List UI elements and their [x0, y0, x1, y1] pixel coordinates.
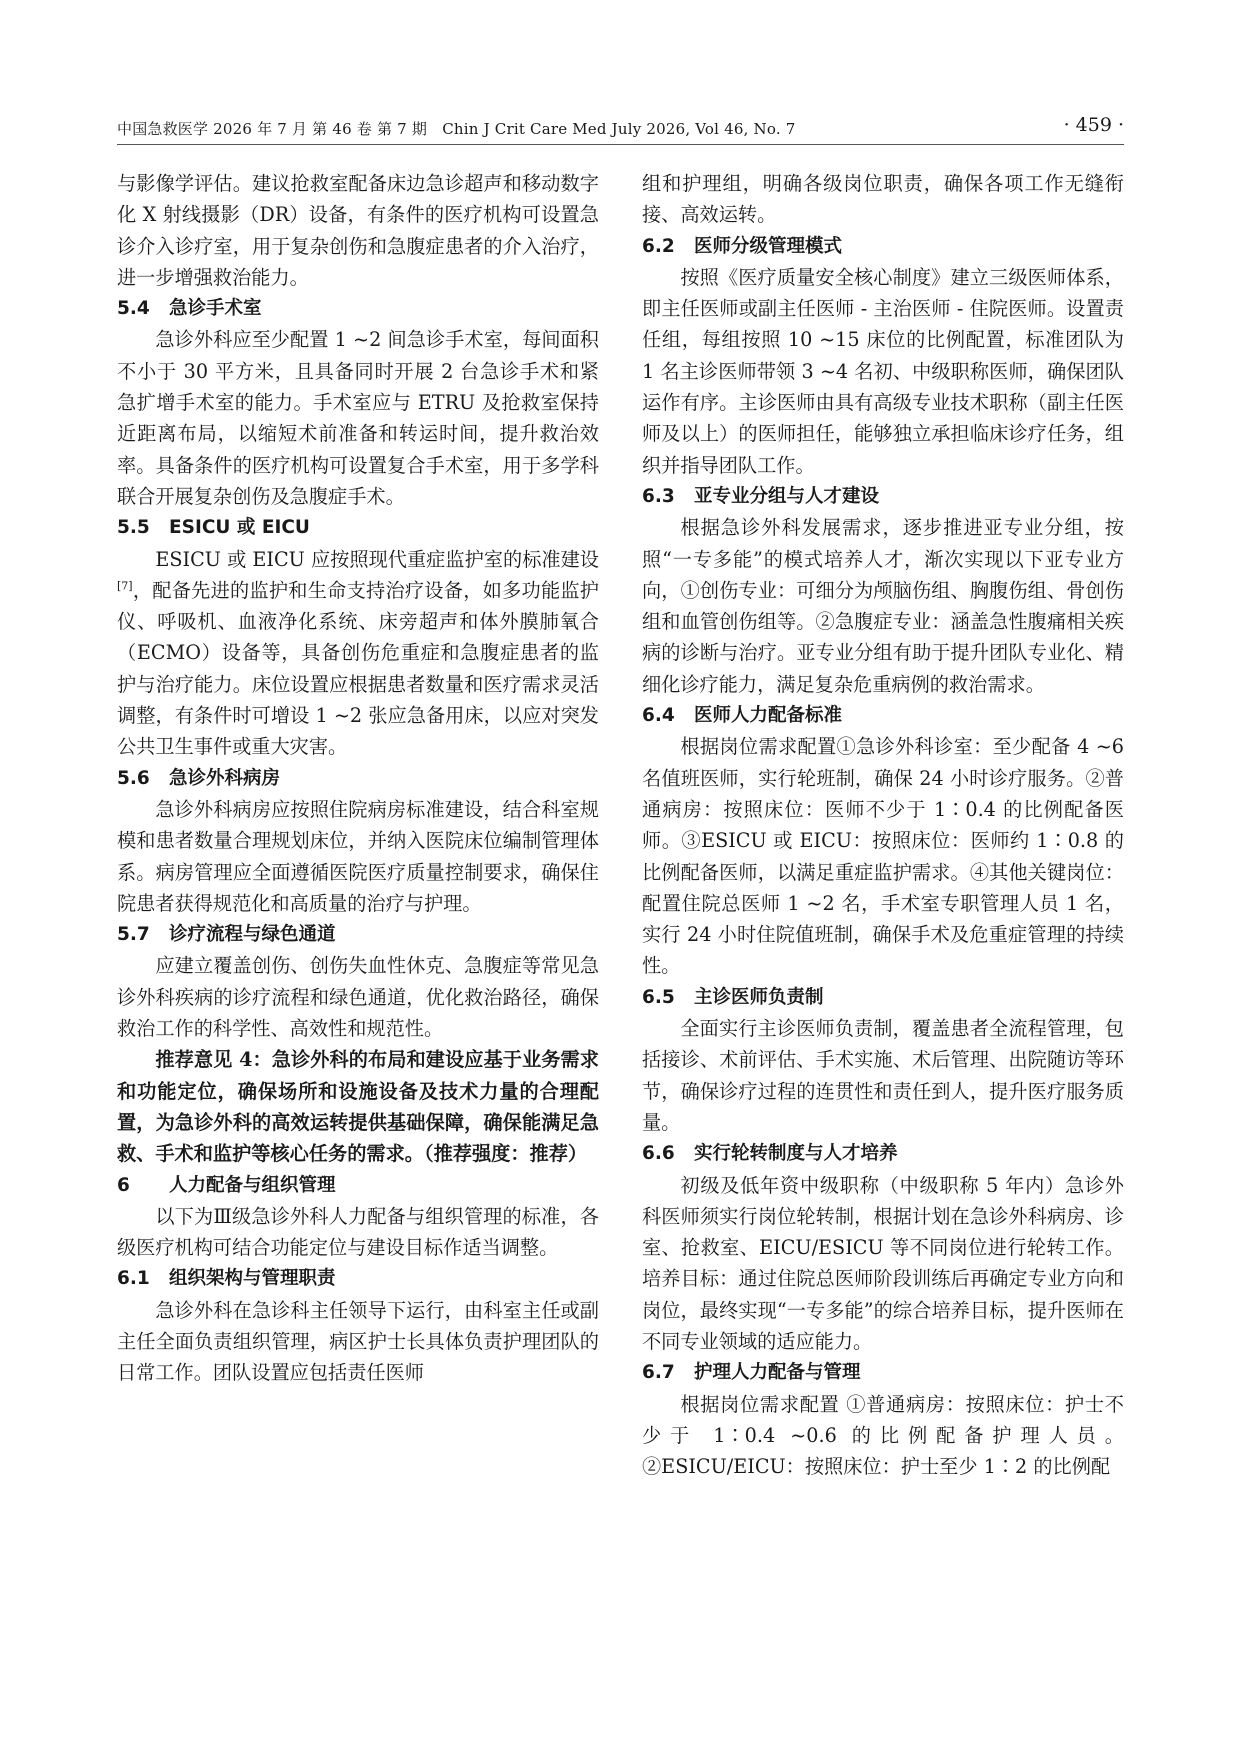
section-heading-6-7: 6.7 护理人力配备与管理 [642, 1362, 861, 1384]
section-heading-6-3: 6.3 亚专业分组与人才建设 [642, 485, 880, 507]
paragraph: 应建立覆盖创伤、创伤失血性休克、急腹症等常见急诊外科疾病的诊疗流程和绿色通道，优化救治路径，确保救治工作的科学性、高效性和规范性。 [117, 954, 599, 1041]
paragraph: 全面实行主诊医师负责制，覆盖患者全流程管理，包括接诊、术前评估、手术实施、术后管理、出院随访等环节，确保诊疗过程的连贯性和责任到人，提升医疗服务质量。 [642, 1017, 1124, 1134]
running-header [117, 114, 1124, 145]
paragraph: 根据岗位需求配置①急诊外科诊室：至少配备 4 ~6 名值班医师，实行轮班制，确保 24 小时诊疗服务。②普通病房：按照床位：医师不少于 1∶0.4 的比例配备医师。③ESICU 或 EICU：按照床位：医师约 1∶0.8 的比例配备医师，以满足重症监护需求。④其他关键岗位：配置住院总医师 1 ~2 名，手术室专职管理人员 1 名，实行 24 小时住院值班制，确保手术及危重症管理的持续性。 [642, 735, 1124, 978]
section-heading-5-5: 5.5 ESICU 或 EICU [117, 517, 310, 539]
section-heading-6-5: 6.5 主诊医师负责制 [642, 986, 824, 1008]
paragraph: ESICU 或 EICU 应按照现代重症监护室的标准建设[7]，配备先进的监护和生命支持治疗设备，如多功能监护仪、呼吸机、血液净化系统、床旁超声和体外膜肺氧合（ECMO）设备等，具备创伤危重症和急腹症患者的监护与治疗能力。床位设置应根据患者数量和医疗需求灵活调整，有条件时可增设 1 ~2 张应急备用床，以应对突发公共卫生事件或重大灾害。 [117, 547, 599, 759]
paragraph: 根据岗位需求配置 ①普通病房：按照床位：护士不少于 1∶0.4 ~0.6 的比例配备护理人员。②ESICU/EICU：按照床位：护士至少 1∶2 的比例配 [642, 1392, 1124, 1479]
section-heading-6-6: 6.6 实行轮转制度与人才培养 [642, 1143, 898, 1165]
section-heading-6-2: 6.2 医师分级管理模式 [642, 235, 843, 257]
recommendation-4: 推荐意见 4：急诊外科的布局和建设应基于业务需求和功能定位，确保场所和设施设备及技术力量的合理配置，为急诊外科的高效运转提供基础保障，确保能满足急救、手术和监护等核心任务的需求。（推荐强度：推荐） [117, 1048, 599, 1166]
section-heading-5-6: 5.6 急诊外科病房 [117, 767, 281, 789]
paragraph: 急诊外科在急诊科主任领导下运行，由科室主任或副主任全面负责组织管理，病区护士长具体负责护理团队的日常工作。团队设置应包括责任医师 [117, 1298, 599, 1385]
paragraph: 根据急诊外科发展需求，逐步推进亚专业分组，按照“一专多能”的模式培养人才，渐次实现以下亚专业方向，①创伤专业：可细分为颅脑伤组、胸腹伤组、骨创伤组和血管创伤组等。②急腹症专业：涵盖急性腹痛相关疾病的诊断与治疗。亚专业分组有助于提升团队专业化、精细化诊疗能力，满足复杂危重病例的救治需求。 [642, 516, 1124, 696]
paragraph: 组和护理组，明确各级岗位职责，确保各项工作无缝衔接、高效运转。 [642, 172, 1124, 227]
paragraph: 急诊外科应至少配置 1 ~2 间急诊手术室，每间面积不小于 30 平方米，且具备同时开展 2 台急诊手术和紧急扩增手术室的能力。手术室应与 ETRU 及抢救室保持近距离布局，以缩短术前准备和转运时间，提升救治效率。具备条件的医疗机构可设置复合手术室，用于多学科联合开展复杂创伤及急腹症手术。 [117, 328, 599, 508]
journal-citation: 中国急救医学 2026 年 7 月 第 46 卷 第 7 期 Chin J Crit Care Med July 2026, Vol 46, No. 7 [117, 120, 796, 138]
paragraph: 以下为Ⅲ级急诊外科人力配备与组织管理的标准，各级医疗机构可结合功能定位与建设目标作适当调整。 [117, 1204, 599, 1260]
paragraph: 与影像学评估。建议抢救室配备床边急诊超声和移动数字化 X 射线摄影（DR）设备，有条件的医疗机构可设置急诊介入诊疗室，用于复杂创伤和急腹症患者的介入治疗，进一步增强救治能力。 [117, 172, 599, 289]
paragraph: 初级及低年资中级职称（中级职称 5 年内）急诊外科医师须实行岗位轮转制，根据计划在急诊外科病房、诊室、抢救室、EICU/ESICU 等不同岗位进行轮转工作。培养目标：通过住院总医师阶段训练后再确定专业方向和岗位，最终实现“一专多能”的综合培养目标，提升医师在不同专业领域的适应能力。 [642, 1173, 1124, 1353]
section-heading-5-4: 5.4 急诊手术室 [117, 298, 262, 320]
paragraph: 按照《医疗质量安全核心制度》建立三级医师体系，即主任医师或副主任医师 - 主治医师 - 住院医师。设置责任组，每组按照 10 ~15 床位的比例配置，标准团队为 1 名主诊医师带领 3 ~4 名初、中级职称医师，确保团队运作有序。主诊医师由具有高级专业技术职称（副主任医师及以上）的医师担任，能够独立承担临床诊疗任务，组织并指导团队工作。 [642, 265, 1124, 477]
page-number: · 459 · [1063, 114, 1124, 136]
left-column [117, 168, 599, 1389]
paragraph: 急诊外科病房应按照住院病房标准建设，结合科室规模和患者数量合理规划床位，并纳入医院床位编制管理体系。病房管理应全面遵循医院医疗质量控制要求，确保住院患者获得规范化和高质量的治疗与护理。 [117, 797, 599, 915]
right-column [642, 168, 1124, 1482]
section-heading-6: 6 人力配备与组织管理 [117, 1174, 336, 1196]
section-heading-6-1: 6.1 组织架构与管理职责 [117, 1268, 336, 1290]
section-heading-5-7: 5.7 诊疗流程与绿色通道 [117, 924, 336, 946]
section-heading-6-4: 6.4 医师人力配备标准 [642, 705, 843, 727]
citation-ref[interactable]: [7] [117, 579, 133, 593]
